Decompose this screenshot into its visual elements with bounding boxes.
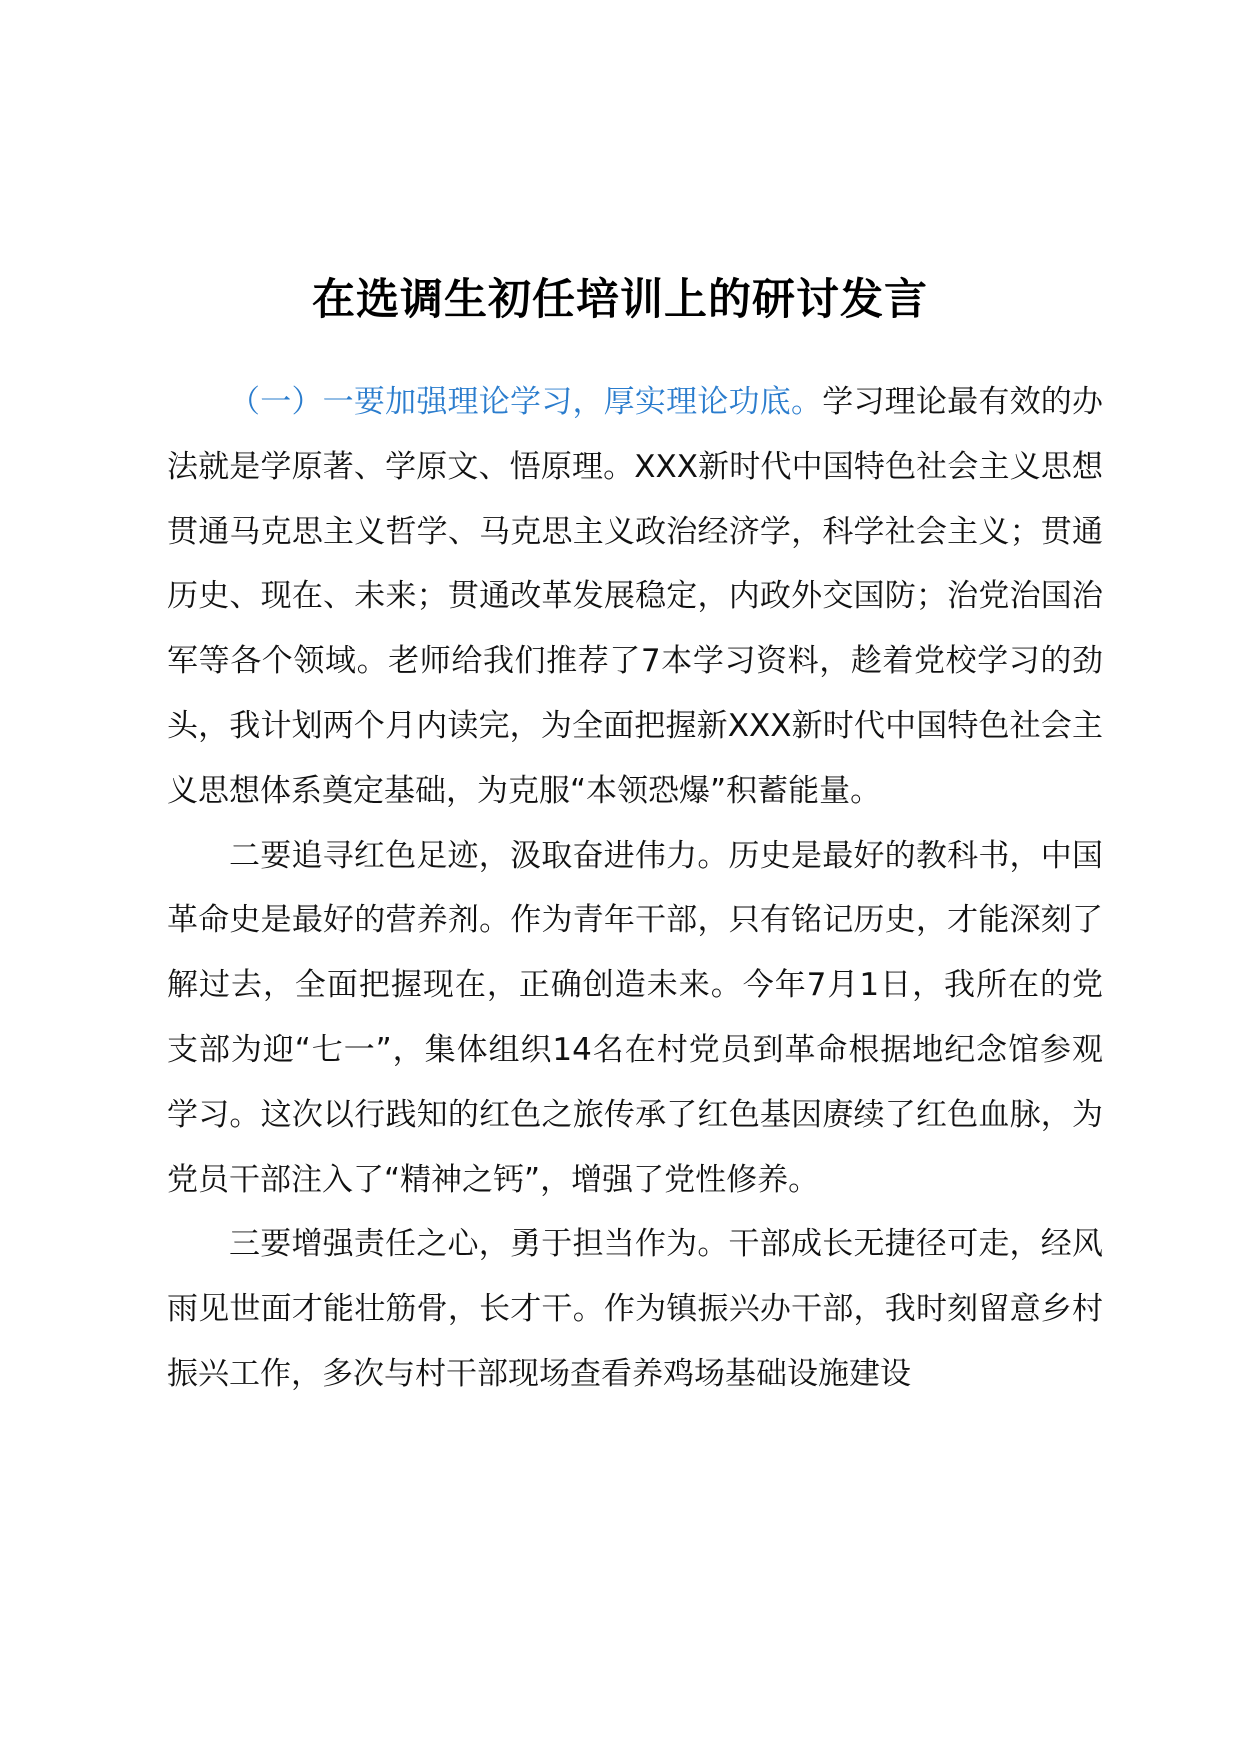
paragraph-text: 学习理论最有效的办法就是学原著、学原文、悟原理。XXX新时代中国特色社会主义思想贯通马克思主义哲学、马克思主义政治经济学，科学社会主义；贯通历史、现在、未来；贯通改革发展稳定，内政外交国防；治党治国治军等各个领域。老师给我们推荐了7本学习资料，趁着党校学习的劲头，我计划两个月内读完，为全面把握新XXX新时代中国特色社会主义思想体系奠定基础，为克服“本领恐爆”积蓄能量。 xyxy=(167,384,1104,809)
section-heading: （一）一要加强理论学习，厚实理论功底。 xyxy=(229,384,823,420)
paragraph-text: 二要追寻红色足迹，汲取奋进伟力。历史是最好的教科书，中国革命史是最好的营养剂。作为青年干部，只有铭记历史，才能深刻了解过去，全面把握现在，正确创造未来。今年7月1日，我所在的党支部为迎“七一”，集体组织14名在村党员到革命根据地纪念馆参观学习。这次以行践知的红色之旅传承了红色基因赓续了红色血脉，为党员干部注入了“精神之钙”，增强了党性修养。 xyxy=(167,837,1103,1198)
document-body xyxy=(167,370,1103,1407)
paragraph-3 xyxy=(167,1212,1103,1406)
paragraph-1 xyxy=(167,370,1103,824)
paragraph-text: 三要增强责任之心，勇于担当作为。干部成长无捷径可走，经风雨见世面才能壮筋骨，长才干。作为镇振兴办干部，我时刻留意乡村振兴工作，多次与村干部现场查看养鸡场基础设施建设 xyxy=(167,1226,1103,1392)
document-title: 在选调生初任培训上的研讨发言 xyxy=(312,275,928,325)
paragraph-2 xyxy=(167,824,1103,1213)
